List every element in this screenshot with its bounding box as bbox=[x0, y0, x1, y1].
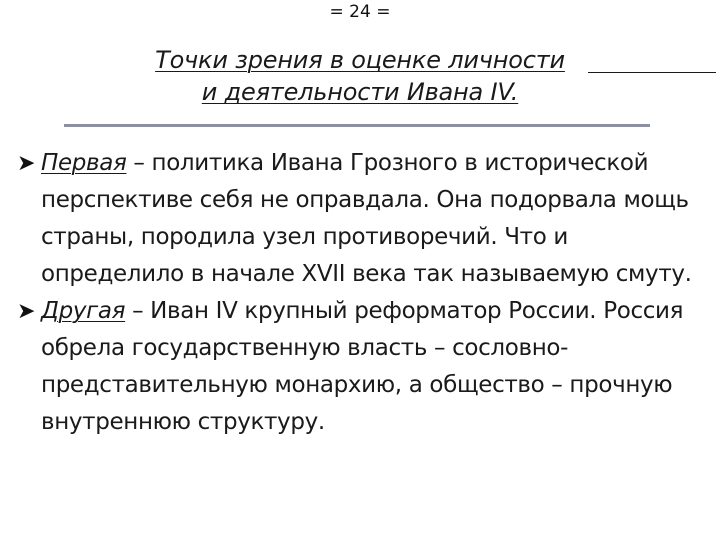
viewpoint-lead: Другая bbox=[41, 298, 126, 324]
viewpoint-text: – Иван IV крупный реформатор России. Россия обрела государственную власть – сословно-представительную монархию, а общество – прочную внутреннюю структуру. bbox=[41, 298, 684, 435]
viewpoint-other bbox=[17, 293, 717, 441]
viewpoint-lead: Первая bbox=[41, 150, 127, 176]
arrow-bullet-icon: ➤ bbox=[17, 299, 36, 324]
viewpoint-text: – политика Ивана Грозного в исторической перспективе себя не оправдала. Она подорвала мощь страны, породила узел противоречий. Что и определило в начале XVII века так называемую смуту. bbox=[41, 150, 692, 287]
title-line-2: и деятельности Ивана IV. bbox=[201, 78, 519, 106]
title-line-1: Точки зрения в оценке личности bbox=[155, 46, 565, 74]
viewpoint-first bbox=[17, 145, 717, 293]
page-number: = 24 = bbox=[329, 2, 391, 22]
viewpoints-list bbox=[17, 145, 717, 441]
arrow-bullet-icon: ➤ bbox=[17, 151, 36, 176]
title-divider bbox=[64, 124, 650, 127]
title-underline-extension bbox=[588, 72, 716, 73]
slide-title bbox=[0, 44, 720, 108]
